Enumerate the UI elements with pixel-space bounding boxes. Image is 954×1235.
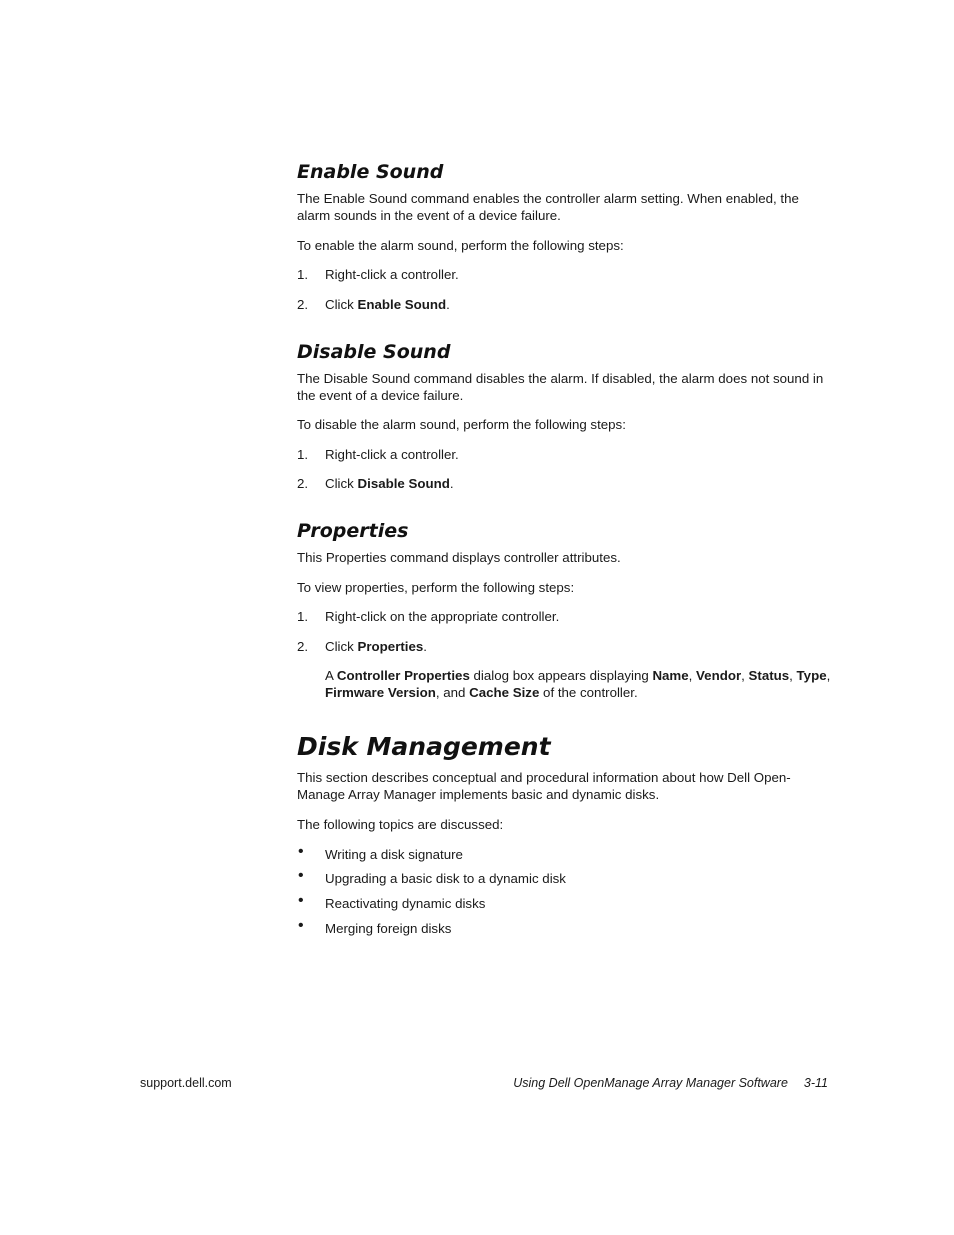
enable-sound-steps-intro: To enable the alarm sound, perform the following steps: [297,237,624,253]
bullet-icon: • [298,842,304,860]
disable-sound-steps-intro: To disable the alarm sound, perform the following steps: [297,417,626,432]
step-number: 1. [297,609,309,624]
step-suffix: . [449,476,454,491]
step-command: Enable Sound [357,296,447,312]
step-command: Properties [357,638,424,654]
step-text: Click [325,638,358,654]
footer-running-title [513,1075,828,1091]
heading-enable-sound: Enable Sound [297,161,444,183]
note-text: dialog box appears displaying [469,668,653,683]
step-command: Disable Sound [357,476,450,491]
step-text: Right-click on the appropriate controller. [325,609,560,624]
list-item [297,867,832,887]
section-properties [297,519,832,701]
list-item [297,916,832,937]
note-text: of the controller. [539,685,638,700]
step-number: 2. [297,638,309,654]
section-disk-management [297,731,832,937]
note-bold-firmware: Firmware Version [325,685,436,700]
step-number: 1. [297,446,309,462]
list-item-text: Upgrading a basic disk to a dynamic disk [325,871,566,887]
note-text: , [688,668,697,683]
enable-sound-step-2 [297,296,832,313]
enable-sound-step-1 [297,266,832,283]
step-suffix: . [446,296,450,312]
step-text: Click [325,476,358,491]
note-bold-vendor: Vendor [696,668,742,683]
properties-steps-intro: To view properties, perform the following steps: [297,579,575,595]
disable-sound-intro: The Disable Sound command disables the alarm. If disabled, the alarm does not sound in the event of a device failure. [297,370,824,403]
disk-management-topics-intro: The following topics are discussed: [297,816,504,832]
list-item [297,891,832,912]
section-disable-sound [297,340,832,493]
properties-step-2 [297,638,832,655]
heading-disable-sound: Disable Sound [297,340,451,363]
page-content [297,160,832,944]
footer-chapter-title: Using Dell OpenManage Array Manager Software [513,1076,788,1090]
step-number: 2. [297,476,309,491]
heading-properties: Properties [297,520,409,542]
step-text: Right-click a controller. [325,267,459,282]
disable-sound-step-2 [297,475,832,492]
step-number: 1. [297,267,309,282]
footer-website: support.dell.com [140,1076,232,1090]
disable-sound-step-1 [297,446,832,463]
section-enable-sound [297,160,832,313]
properties-intro: This Properties command displays controller attributes. [297,550,621,565]
note-text: , [826,668,831,683]
note-bold-cache: Cache Size [469,685,540,700]
enable-sound-intro: The Enable Sound command enables the controller alarm setting. When enabled, the alarm sounds in the event of a device failure. [297,191,799,223]
heading-disk-management: Disk Management [297,732,551,761]
bullet-icon: • [298,916,304,934]
note-text: , and [435,685,470,700]
step-text: Click [325,296,358,312]
step-text: Right-click a controller. [325,446,459,462]
list-item [297,842,832,863]
page-number: 3-11 [803,1076,828,1090]
note-bold-name: Name [652,668,689,683]
note-text: , [741,668,749,683]
note-bold-status: Status [748,668,790,683]
list-item-text: Reactivating dynamic disks [325,895,486,911]
step-suffix: . [423,638,427,654]
bullet-icon: • [298,867,304,885]
note-bold-type: Type [796,668,827,683]
properties-step-1 [297,608,832,625]
properties-dialog-note [297,667,832,701]
note-text: A [325,668,337,683]
bullet-icon: • [298,891,304,909]
list-item-text: Merging foreign disks [325,920,452,936]
note-text: , [789,668,797,683]
note-bold-dialog: Controller Properties [336,668,470,683]
disk-management-intro: This section describes conceptual and procedural information about how Dell Open-Manage Array Manager implements basic and dynamic disks. [297,770,791,802]
step-number: 2. [297,296,309,312]
list-item-text: Writing a disk signature [325,846,463,862]
